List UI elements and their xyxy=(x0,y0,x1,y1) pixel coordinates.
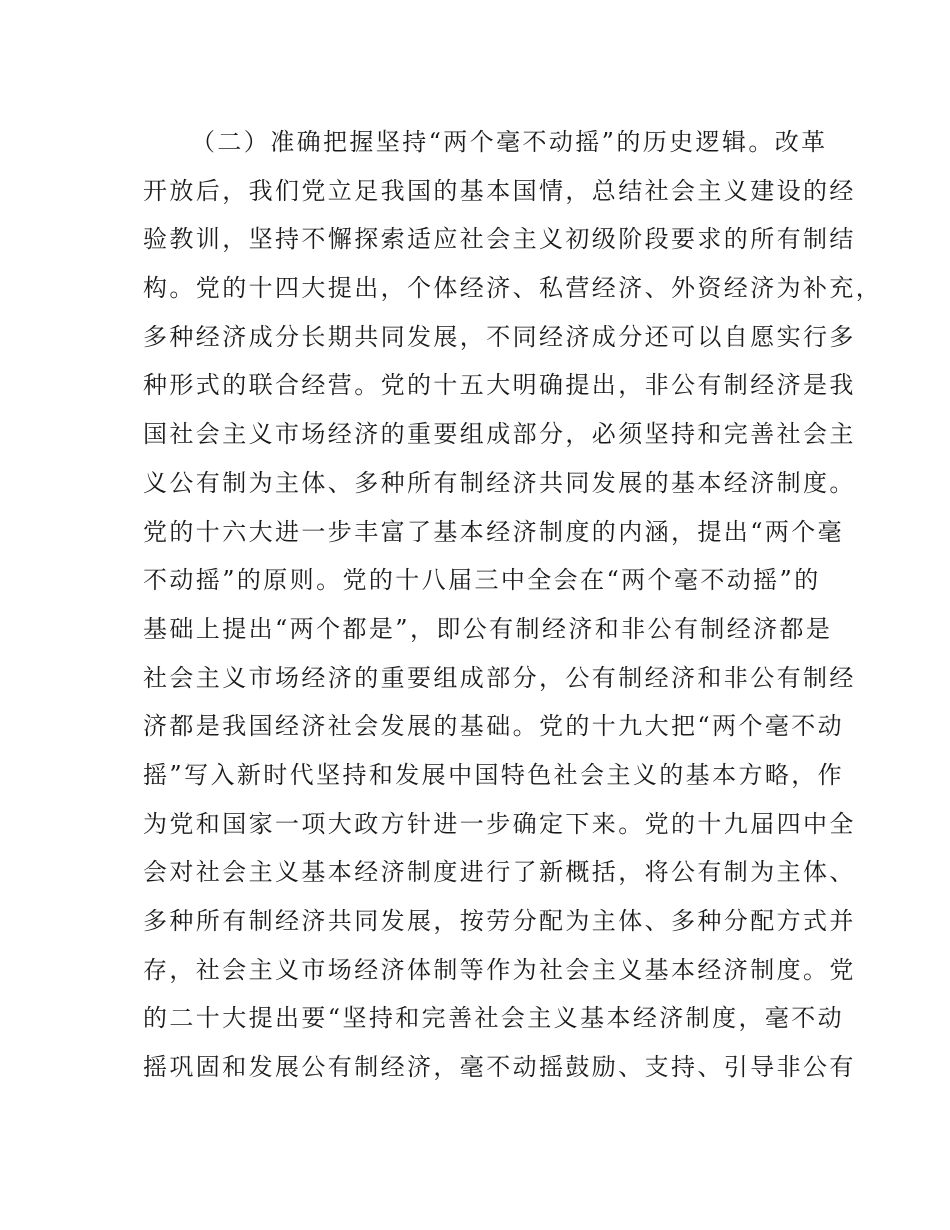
paragraph-line: 基础上提出“两个都是”，即公有制经济和非公有制经济都是 xyxy=(143,614,833,643)
paragraph-line: 会对社会主义基本经济制度进行了新概括，将公有制为主体、 xyxy=(143,858,856,887)
paragraph-line: 为党和国家一项大政方针进一步确定下来。党的十九届四中全 xyxy=(143,809,856,838)
paragraph-line: 的二十大提出要“坚持和完善社会主义基本经济制度，毫不动 xyxy=(143,1004,845,1033)
paragraph-line: 验教训，坚持不懈探索适应社会主义初级阶段要求的所有制结 xyxy=(143,225,856,254)
paragraph-line: 多种所有制经济共同发展，按劳分配为主体、多种分配方式并 xyxy=(143,907,856,935)
paragraph-line: 国社会主义市场经济的重要组成部分，必须坚持和完善社会主 xyxy=(143,420,856,449)
paragraph-line: 济都是我国经济社会发展的基础。党的十九大把“两个毫不动 xyxy=(143,712,845,741)
paragraph-line: 多种经济成分长期共同发展，不同经济成分还可以自愿实行多 xyxy=(143,322,856,351)
paragraph-line: （二）准确把握坚持“两个毫不动摇”的历史逻辑。改革 xyxy=(191,128,828,156)
paragraph-line: 社会主义市场经济的重要组成部分，公有制经济和非公有制经 xyxy=(143,663,856,692)
paragraph-line: 摇”写入新时代坚持和发展中国特色社会主义的基本方略，作 xyxy=(143,760,845,789)
paragraph-line: 构。党的十四大提出，个体经济、私营经济、外资经济为补充， xyxy=(143,274,883,303)
paragraph-line: 开放后，我们党立足我国的基本国情，总结社会主义建设的经 xyxy=(143,176,856,205)
paragraph-line: 党的十六大进一步丰富了基本经济制度的内涵，提出“两个毫 xyxy=(143,517,845,546)
paragraph-line: 不动摇”的原则。党的十八届三中全会在“两个毫不动摇”的 xyxy=(143,566,821,595)
body-paragraph xyxy=(143,118,883,1092)
paragraph-line: 种形式的联合经营。党的十五大明确提出，非公有制经济是我 xyxy=(143,371,856,400)
paragraph-line: 摇巩固和发展公有制经济，毫不动摇鼓励、支持、引导非公有 xyxy=(143,1053,856,1082)
paragraph-line: 义公有制为主体、多种所有制经济共同发展的基本经济制度。 xyxy=(143,468,856,497)
paragraph-line: 存，社会主义市场经济体制等作为社会主义基本经济制度。党 xyxy=(143,955,856,984)
